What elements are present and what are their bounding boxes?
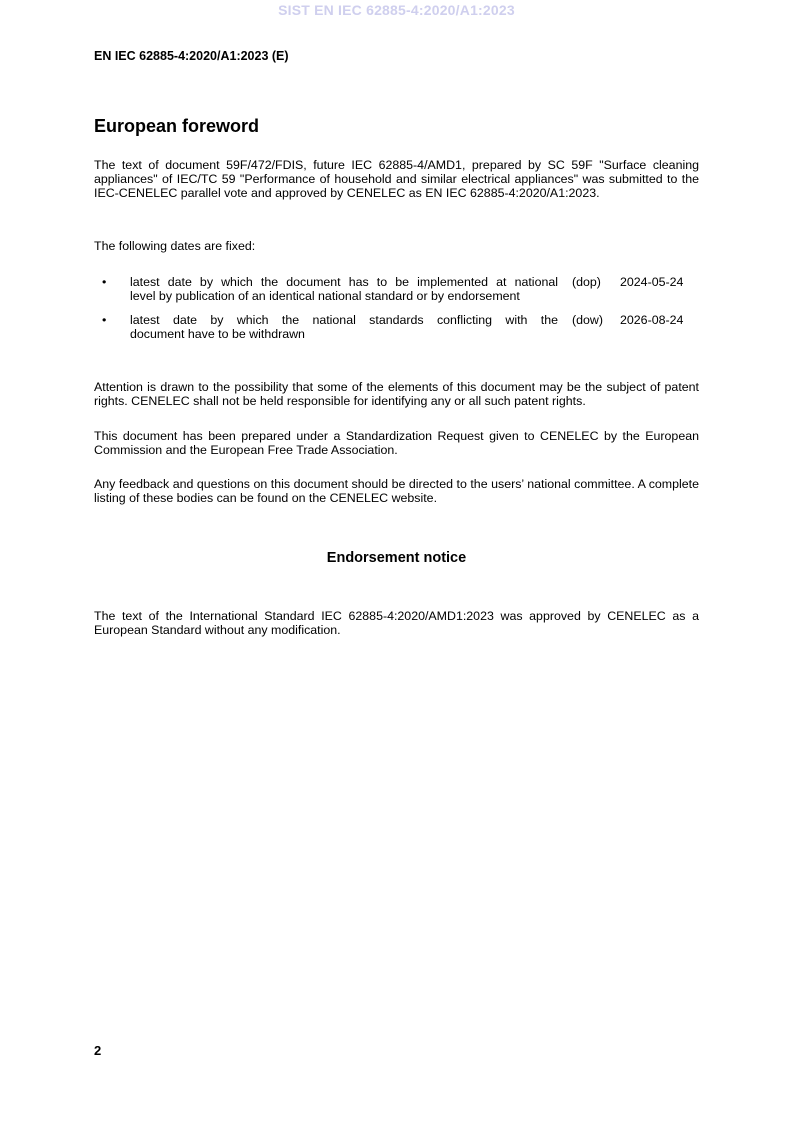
- date-abbreviation: (dow): [572, 313, 603, 327]
- foreword-paragraph-patent: Attention is drawn to the possibility that some of the elements of this document may be the subject of patent rights. CENELEC shall not be held responsible for identifying any or all such patent rights.: [94, 380, 699, 409]
- bullet: •: [102, 313, 107, 327]
- endorsement-title: Endorsement notice: [326, 550, 467, 566]
- date-description-line-1: latest date by which the document has to be implemented at national: [130, 275, 558, 289]
- page-number: 2: [94, 1043, 102, 1058]
- date-description: [130, 275, 558, 303]
- watermark: SIST EN IEC 62885-4:2020/A1:2023: [278, 2, 515, 18]
- date-value: 2026-08-24: [620, 313, 684, 327]
- foreword-paragraph-feedback: Any feedback and questions on this document should be directed to the users’ national committee. A complete listing of these bodies can be found on the CENELEC website.: [94, 477, 699, 506]
- date-description-line-1: latest date by which the national standards conflicting with the: [130, 313, 558, 327]
- foreword-paragraph-2: The following dates are fixed:: [94, 239, 256, 253]
- foreword-paragraph-1: The text of document 59F/472/FDIS, future IEC 62885-4/AMD1, prepared by SC 59F "Surface cleaning appliances" of IEC/TC 59 "Performance of household and similar electrical appliances" was submitted to the IEC-CENELEC parallel vote and approved by CENELEC as EN IEC 62885-4:2020/A1:2023.: [94, 158, 699, 201]
- foreword-title: European foreword: [94, 116, 260, 136]
- endorsement-paragraph: The text of the International Standard IEC 62885-4:2020/AMD1:2023 was approved by CENELEC as a European Standard without any modification.: [94, 609, 699, 638]
- date-description-line-2: level by publication of an identical national standard or by endorsement: [130, 289, 520, 304]
- bullet: •: [102, 275, 107, 289]
- date-description-line-2: document have to be withdrawn: [130, 327, 305, 342]
- date-abbreviation: (dop): [572, 275, 601, 289]
- date-value: 2024-05-24: [620, 275, 684, 289]
- date-description: [130, 313, 558, 341]
- foreword-paragraph-standardization: This document has been prepared under a Standardization Request given to CENELEC by the European Commission and the European Free Trade Association.: [94, 429, 699, 458]
- document-identifier: EN IEC 62885-4:2020/A1:2023 (E): [94, 49, 289, 63]
